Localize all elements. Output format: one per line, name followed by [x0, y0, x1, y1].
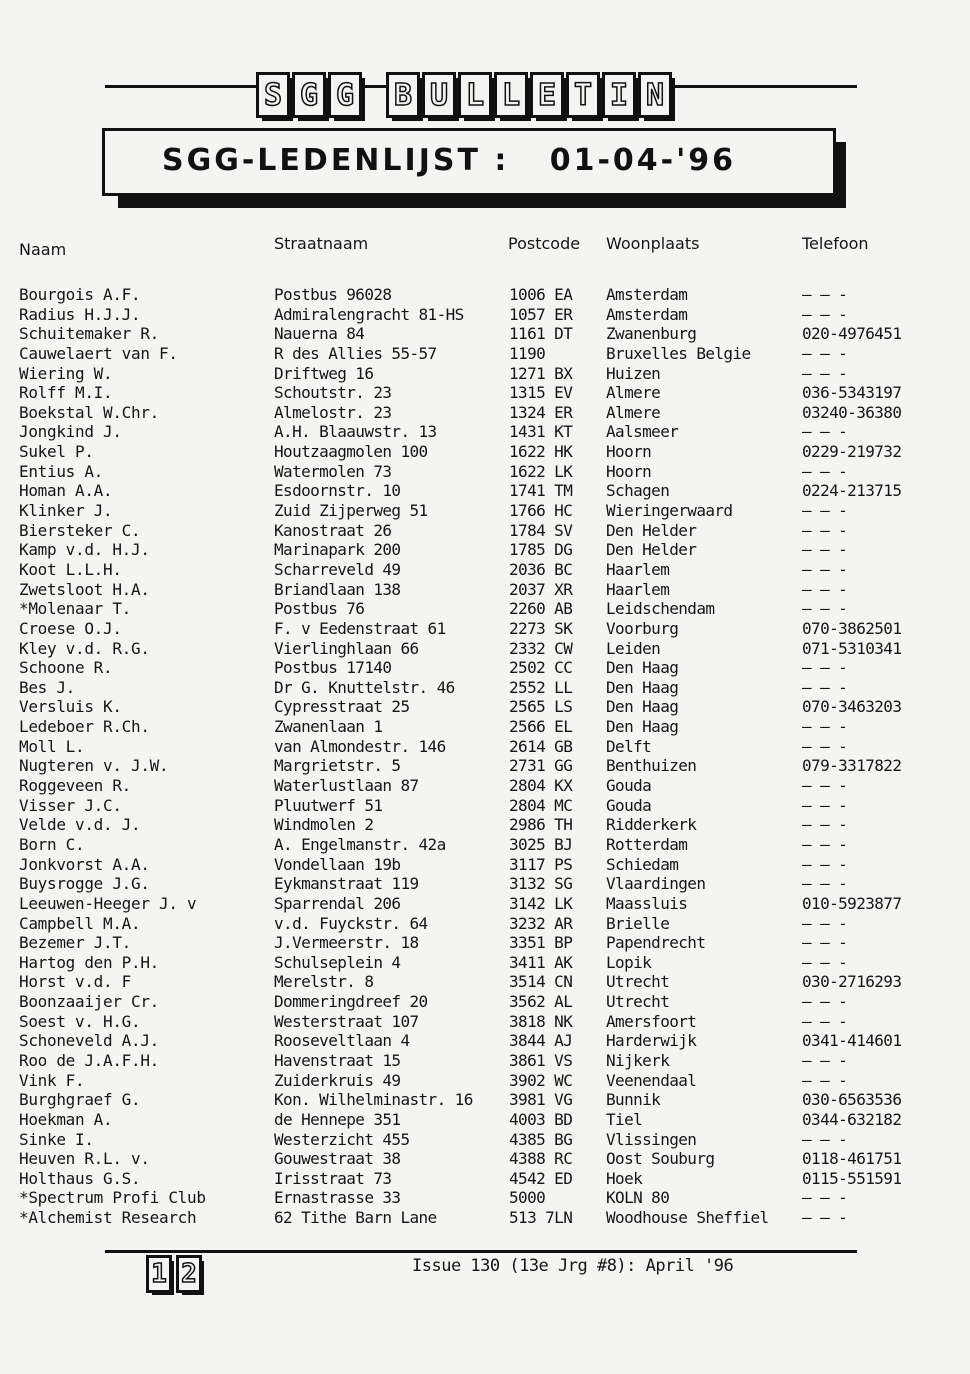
member-phone: 079-3317822: [802, 756, 902, 776]
member-postcode: 3232 AR: [509, 913, 573, 933]
member-street: van Almondestr. 146: [274, 736, 446, 756]
member-name: *Spectrum Profi Club: [19, 1188, 206, 1208]
member-name: Schoneveld A.J.: [19, 1031, 159, 1051]
member-street: Admiralengracht 81-HS: [274, 304, 464, 324]
member-name: Croese O.J.: [19, 618, 122, 638]
member-postcode: 3132 SG: [509, 874, 573, 894]
member-postcode: 1785 DG: [509, 540, 573, 560]
title-letter: L: [458, 72, 492, 118]
member-name: Bezemer J.T.: [19, 933, 131, 953]
member-phone: — — -: [802, 658, 848, 678]
member-postcode: 2804 MC: [509, 795, 573, 815]
page-digit: 1: [146, 1255, 172, 1293]
member-postcode: 3981 VG: [509, 1090, 573, 1110]
member-postcode: 2332 CW: [509, 638, 573, 658]
member-street: Driftweg 16: [274, 363, 374, 383]
member-street: Eykmanstraat 119: [274, 874, 419, 894]
member-city: Zwanenburg: [606, 324, 697, 344]
member-phone: — — -: [802, 815, 848, 835]
member-phone: — — -: [802, 913, 848, 933]
member-city: Haarlem: [606, 579, 670, 599]
member-name: Kamp v.d. H.J.: [19, 540, 150, 560]
member-name: Zwetsloot H.A.: [19, 579, 150, 599]
column-phone: [802, 285, 901, 1228]
member-name: Hartog den P.H.: [19, 952, 159, 972]
member-postcode: 2552 LL: [509, 677, 573, 697]
member-phone: 030-6563536: [802, 1090, 902, 1110]
member-name: Koot L.L.H.: [19, 559, 122, 579]
member-postcode: 2566 EL: [509, 717, 573, 737]
member-postcode: 4385 BG: [509, 1129, 573, 1149]
member-city: Tiel: [606, 1109, 643, 1129]
member-name: Bourgois A.F.: [19, 285, 141, 304]
member-city: Veenendaal: [606, 1070, 697, 1090]
member-name: Visser J.C.: [19, 795, 122, 815]
member-street: Vondellaan 19b: [274, 854, 401, 874]
member-postcode: 2502 CC: [509, 658, 573, 678]
member-city: Almere: [606, 383, 661, 403]
member-street: Rooseveltlaan 4: [274, 1031, 410, 1051]
member-city: Maassluis: [606, 893, 688, 913]
member-phone: 0115-551591: [802, 1168, 902, 1188]
member-phone: — — -: [802, 1050, 848, 1070]
member-phone: — — -: [802, 874, 848, 894]
member-phone: — — -: [802, 795, 848, 815]
member-city: Voorburg: [606, 618, 679, 638]
member-postcode: 3514 CN: [509, 972, 573, 992]
member-postcode: 1315 EV: [509, 383, 573, 403]
member-name: Hoekman A.: [19, 1109, 113, 1129]
member-city: KOLN 80: [606, 1188, 670, 1208]
member-city: Schiedam: [606, 854, 679, 874]
member-name: Jongkind J.: [19, 422, 122, 442]
member-city: Den Haag: [606, 658, 679, 678]
member-phone: — — -: [802, 285, 848, 304]
bottom-rule: [105, 1250, 857, 1253]
member-street: J.Vermeerstr. 18: [274, 933, 419, 953]
member-name: Campbell M.A.: [19, 913, 141, 933]
member-postcode: 4388 RC: [509, 1149, 573, 1169]
member-street: de Hennepe 351: [274, 1109, 401, 1129]
member-city: Almere: [606, 402, 661, 422]
page-digit: 2: [176, 1255, 202, 1293]
member-postcode: 1190: [509, 343, 546, 363]
member-street: Zuiderkruis 49: [274, 1070, 401, 1090]
member-street: Irisstraat 73: [274, 1168, 392, 1188]
member-city: Leiden: [606, 638, 661, 658]
member-street: Postbus 76: [274, 599, 365, 619]
member-city: Rotterdam: [606, 834, 688, 854]
member-name: Boonzaaijer Cr.: [19, 992, 159, 1012]
member-street: A. Engelmanstr. 42a: [274, 834, 446, 854]
member-name: Heuven R.L. v.: [19, 1149, 150, 1169]
member-phone: — — -: [802, 992, 848, 1012]
member-name: Roo de J.A.F.H.: [19, 1050, 159, 1070]
member-street: Nauerna 84: [274, 324, 365, 344]
member-name: Bes J.: [19, 677, 75, 697]
member-city: Aalsmeer: [606, 422, 679, 442]
member-street: 62 Tithe Barn Lane: [274, 1208, 437, 1228]
member-name: Kley v.d. R.G.: [19, 638, 150, 658]
member-street: Zwanenlaan 1: [274, 717, 383, 737]
member-name: Ledeboer R.Ch.: [19, 717, 150, 737]
member-postcode: 1622 LK: [509, 461, 573, 481]
member-phone: 03240-36380: [802, 402, 902, 422]
member-name: Burghgraef G.: [19, 1090, 141, 1110]
member-phone: — — -: [802, 1011, 848, 1031]
member-postcode: 1324 ER: [509, 402, 573, 422]
member-city: Amsterdam: [606, 285, 688, 304]
member-street: Zuid Zijperweg 51: [274, 501, 428, 521]
title-letter: U: [422, 72, 456, 118]
member-phone: — — -: [802, 501, 848, 521]
member-city: Vlaardingen: [606, 874, 706, 894]
member-street: Marinapark 200: [274, 540, 401, 560]
member-city: Amsterdam: [606, 304, 688, 324]
member-phone: — — -: [802, 363, 848, 383]
member-street: Westerzicht 455: [274, 1129, 410, 1149]
member-street: Kon. Wilhelminastr. 16: [274, 1090, 473, 1110]
member-street: Merelstr. 8: [274, 972, 374, 992]
member-city: Oost Souburg: [606, 1149, 715, 1169]
title-letter: G: [292, 72, 326, 118]
member-phone: 0118-461751: [802, 1149, 902, 1169]
member-postcode: 3142 LK: [509, 893, 573, 913]
member-name: Vink F.: [19, 1070, 85, 1090]
column-city: [606, 285, 769, 1228]
member-phone: — — -: [802, 952, 848, 972]
member-postcode: 1006 EA: [509, 285, 573, 304]
member-city: Woodhouse Sheffiel: [606, 1208, 769, 1228]
member-phone: — — -: [802, 736, 848, 756]
member-postcode: 2614 GB: [509, 736, 573, 756]
member-street: Waterlustlaan 87: [274, 776, 419, 796]
member-phone: — — -: [802, 776, 848, 796]
member-city: Gouda: [606, 776, 652, 796]
member-phone: — — -: [802, 854, 848, 874]
member-street: Westerstraat 107: [274, 1011, 419, 1031]
member-postcode: 3818 NK: [509, 1011, 573, 1031]
member-phone: — — -: [802, 540, 848, 560]
member-phone: — — -: [802, 422, 848, 442]
member-street: Postbus 96028: [274, 285, 392, 304]
member-phone: 0344-632182: [802, 1109, 902, 1129]
member-postcode: 1766 HC: [509, 501, 573, 521]
member-name: Biersteker C.: [19, 520, 141, 540]
member-name: Entius A.: [19, 461, 103, 481]
member-phone: — — -: [802, 461, 848, 481]
title-letter: S: [256, 72, 290, 118]
member-street: Houtzaagmolen 100: [274, 442, 428, 462]
member-street: R des Allies 55-57: [274, 343, 437, 363]
member-postcode: 3844 AJ: [509, 1031, 573, 1051]
member-city: Wieringerwaard: [606, 501, 733, 521]
title-letter: T: [566, 72, 600, 118]
member-street: Kanostraat 26: [274, 520, 392, 540]
member-phone: — — -: [802, 933, 848, 953]
member-street: F. v Eedenstraat 61: [274, 618, 446, 638]
member-name: Soest v. H.G.: [19, 1011, 141, 1031]
member-name: Holthaus G.S.: [19, 1168, 141, 1188]
member-street: Watermolen 73: [274, 461, 392, 481]
member-name: *Molenaar T.: [19, 599, 131, 619]
member-name: Wiering W.: [19, 363, 113, 383]
member-city: Gouda: [606, 795, 652, 815]
member-name: Sinke I.: [19, 1129, 94, 1149]
member-city: Den Haag: [606, 677, 679, 697]
member-postcode: 4003 BD: [509, 1109, 573, 1129]
member-postcode: 2037 XR: [509, 579, 573, 599]
member-street: Gouwestraat 38: [274, 1149, 401, 1169]
header-name: Naam: [19, 240, 67, 259]
member-postcode: 3117 PS: [509, 854, 573, 874]
banner-title: SGG-LEDENLIJST : 01-04-'96: [162, 143, 737, 178]
member-postcode: 2986 TH: [509, 815, 573, 835]
title-letter: L: [494, 72, 528, 118]
member-name: Velde v.d. J.: [19, 815, 141, 835]
member-phone: — — -: [802, 559, 848, 579]
member-postcode: 1271 BX: [509, 363, 573, 383]
member-city: Delft: [606, 736, 652, 756]
member-city: Lopik: [606, 952, 652, 972]
title-letter: G: [328, 72, 362, 118]
member-name: Cauwelaert van F.: [19, 343, 178, 363]
member-city: Benthuizen: [606, 756, 697, 776]
member-phone: — — -: [802, 834, 848, 854]
member-city: Utrecht: [606, 992, 670, 1012]
member-postcode: 1431 KT: [509, 422, 573, 442]
member-city: Den Helder: [606, 520, 697, 540]
member-name: Radius H.J.J.: [19, 304, 141, 324]
member-street: Dommeringdreef 20: [274, 992, 428, 1012]
member-postcode: 2036 BC: [509, 559, 573, 579]
member-phone: 010-5923877: [802, 893, 902, 913]
member-phone: 070-3862501: [802, 618, 902, 638]
member-phone: — — -: [802, 304, 848, 324]
member-city: Bruxelles Belgie: [606, 343, 751, 363]
member-postcode: 3861 VS: [509, 1050, 573, 1070]
member-name: Moll L.: [19, 736, 85, 756]
member-name: Boekstal W.Chr.: [19, 402, 159, 422]
member-city: Utrecht: [606, 972, 670, 992]
member-city: Ridderkerk: [606, 815, 697, 835]
member-city: Amersfoort: [606, 1011, 697, 1031]
title-letter: N: [638, 72, 672, 118]
member-postcode: 4542 ED: [509, 1168, 573, 1188]
member-postcode: 5000: [509, 1188, 546, 1208]
member-postcode: 1784 SV: [509, 520, 573, 540]
member-postcode: 3562 AL: [509, 992, 573, 1012]
member-city: Bunnik: [606, 1090, 661, 1110]
member-street: Dr G. Knuttelstr. 46: [274, 677, 455, 697]
header-postcode: Postcode: [508, 234, 581, 253]
member-postcode: 1161 DT: [509, 324, 573, 344]
member-name: Buysrogge J.G.: [19, 874, 150, 894]
member-city: Schagen: [606, 481, 670, 501]
member-phone: — — -: [802, 1070, 848, 1090]
member-postcode: 1741 TM: [509, 481, 573, 501]
member-phone: — — -: [802, 343, 848, 363]
member-phone: — — -: [802, 1188, 848, 1208]
member-postcode: 513 7LN: [509, 1208, 573, 1228]
member-street: Briandlaan 138: [274, 579, 401, 599]
member-street: Sparrendal 206: [274, 893, 401, 913]
member-phone: 020-4976451: [802, 324, 902, 344]
header-phone: Telefoon: [802, 234, 869, 253]
member-phone: 036-5343197: [802, 383, 902, 403]
member-phone: 030-2716293: [802, 972, 902, 992]
member-street: A.H. Blaauwstr. 13: [274, 422, 437, 442]
member-city: Den Haag: [606, 717, 679, 737]
member-street: v.d. Fuyckstr. 64: [274, 913, 428, 933]
title-letter: B: [386, 72, 420, 118]
member-phone: — — -: [802, 1129, 848, 1149]
member-phone: — — -: [802, 1208, 848, 1228]
member-postcode: 1057 ER: [509, 304, 573, 324]
member-phone: 0229-219732: [802, 442, 902, 462]
member-street: Almelostr. 23: [274, 402, 392, 422]
member-city: Hoorn: [606, 442, 652, 462]
member-city: Harderwijk: [606, 1031, 697, 1051]
member-phone: 070-3463203: [802, 697, 902, 717]
member-street: Esdoornstr. 10: [274, 481, 401, 501]
member-name: Nugteren v. J.W.: [19, 756, 169, 776]
member-street: Vierlinghlaan 66: [274, 638, 419, 658]
member-phone: 0224-213715: [802, 481, 902, 501]
member-phone: — — -: [802, 579, 848, 599]
member-phone: — — -: [802, 717, 848, 737]
member-street: Schoutstr. 23: [274, 383, 392, 403]
member-city: Papendrecht: [606, 933, 706, 953]
column-name: [19, 285, 206, 1228]
member-name: Schoone R.: [19, 658, 113, 678]
member-street: Ernastrasse 33: [274, 1188, 401, 1208]
member-city: Brielle: [606, 913, 670, 933]
member-street: Pluutwerf 51: [274, 795, 383, 815]
column-street: [274, 285, 473, 1228]
member-city: Vlissingen: [606, 1129, 697, 1149]
member-city: Huizen: [606, 363, 661, 383]
member-name: Born C.: [19, 834, 85, 854]
member-name: Versluis K.: [19, 697, 122, 717]
member-name: Homan A.A.: [19, 481, 113, 501]
bulletin-title: [0, 72, 970, 124]
header-city: Woonplaats: [606, 234, 700, 253]
member-street: Schulseplein 4: [274, 952, 401, 972]
member-postcode: 3902 WC: [509, 1070, 573, 1090]
member-street: Windmolen 2: [274, 815, 374, 835]
member-postcode: 1622 HK: [509, 442, 573, 462]
member-name: Sukel P.: [19, 442, 94, 462]
member-street: Cypresstraat 25: [274, 697, 410, 717]
member-postcode: 3411 AK: [509, 952, 573, 972]
member-phone: — — -: [802, 599, 848, 619]
member-name: Horst v.d. F: [19, 972, 131, 992]
member-city: Den Haag: [606, 697, 679, 717]
member-city: Leidschendam: [606, 599, 715, 619]
member-name: Klinker J.: [19, 501, 113, 521]
member-name: Leeuwen-Heeger J. v: [19, 893, 197, 913]
member-name: Schuitemaker R.: [19, 324, 159, 344]
member-postcode: 2731 GG: [509, 756, 573, 776]
column-postcode: [509, 285, 572, 1228]
member-street: Postbus 17140: [274, 658, 392, 678]
member-postcode: 3025 BJ: [509, 834, 573, 854]
member-name: Rolff M.I.: [19, 383, 113, 403]
member-name: Jonkvorst A.A.: [19, 854, 150, 874]
member-city: Haarlem: [606, 559, 670, 579]
member-city: Hoek: [606, 1168, 643, 1188]
issue-line: Issue 130 (13e Jrg #8): April '96: [412, 1256, 734, 1276]
member-street: Margrietstr. 5: [274, 756, 401, 776]
member-phone: 0341-414601: [802, 1031, 902, 1051]
member-postcode: 2260 AB: [509, 599, 573, 619]
member-postcode: 3351 BP: [509, 933, 573, 953]
member-phone: 071-5310341: [802, 638, 902, 658]
header-street: Straatnaam: [274, 234, 369, 253]
title-letter: E: [530, 72, 564, 118]
member-street: Havenstraat 15: [274, 1050, 401, 1070]
member-phone: — — -: [802, 520, 848, 540]
member-postcode: 2565 LS: [509, 697, 573, 717]
member-phone: — — -: [802, 677, 848, 697]
member-postcode: 2273 SK: [509, 618, 573, 638]
member-city: Hoorn: [606, 461, 652, 481]
member-city: Nijkerk: [606, 1050, 670, 1070]
member-name: Roggeveen R.: [19, 776, 131, 796]
member-street: Scharreveld 49: [274, 559, 401, 579]
member-postcode: 2804 KX: [509, 776, 573, 796]
member-city: Den Helder: [606, 540, 697, 560]
member-name: *Alchemist Research: [19, 1208, 197, 1228]
title-letter: I: [602, 72, 636, 118]
